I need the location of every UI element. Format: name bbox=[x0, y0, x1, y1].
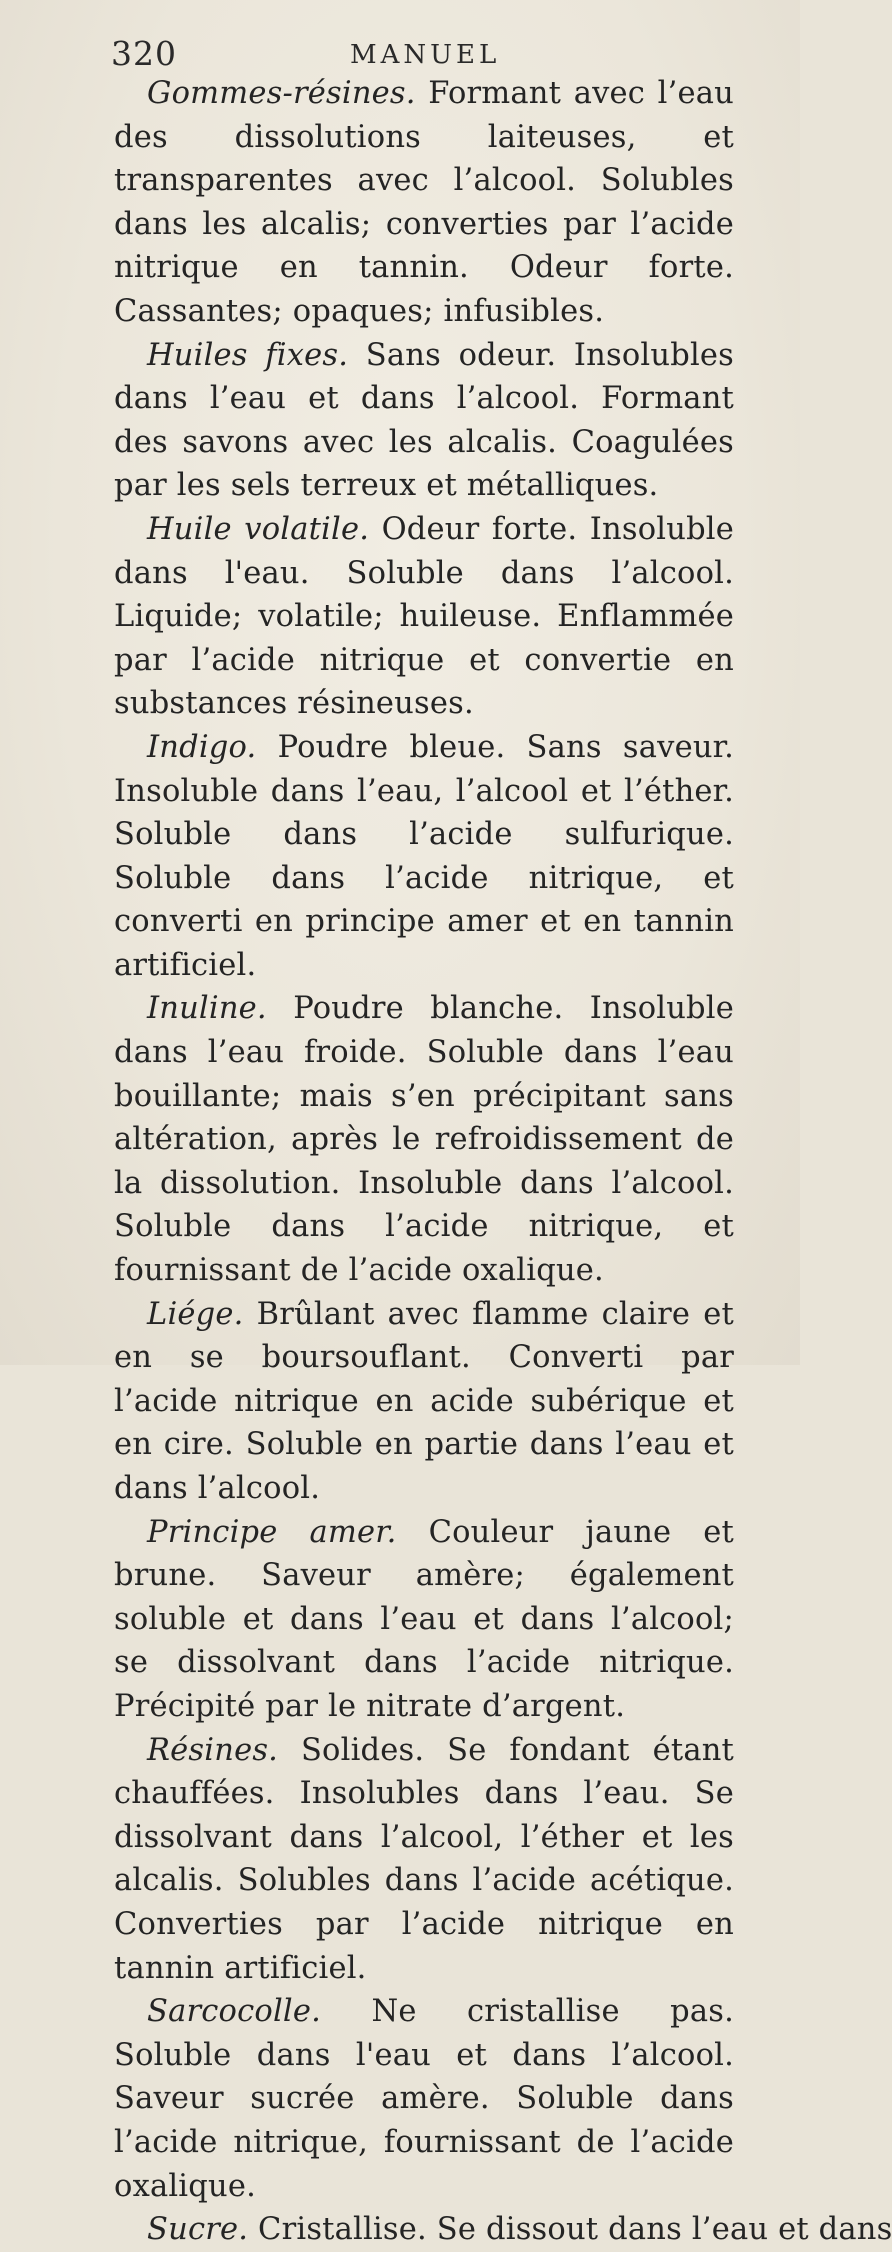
entry-term: Sucre. bbox=[147, 2212, 249, 2248]
entry-text: Ne cristallise pas. Soluble dans l'eau et dans l’alcool. Saveur sucrée amère. Soluble dans l’acide nitrique, fournissant de l’acide oxalique. bbox=[114, 1994, 734, 2204]
entry-text: Couleur jaune et brune. Saveur amère; également soluble et dans l’eau et dans l’alcool; se dissolvant dans l’acide nitrique. Précipité par le nitrate d’argent. bbox=[114, 1514, 734, 1724]
entry-text: Poudre blanche. Insoluble dans l’eau froide. Soluble dans l’eau bouillante; mais s’en précipitant sans altération, après le refroidissement de la dissolution. Insoluble dans l’alcool. Soluble dans l’acide nitrique, et fournissant de l’acide oxalique. bbox=[114, 991, 734, 1289]
entry-sucre bbox=[114, 2208, 892, 2252]
entry-term: Gommes-résines. bbox=[147, 76, 416, 111]
entry-liege bbox=[114, 1293, 734, 1511]
page-number: 320 bbox=[111, 34, 177, 73]
entry-text: Odeur forte. Insoluble dans l'eau. Soluble dans l’alcool. Liquide; volatile; huileuse. Enflammée par l’acide nitrique et convertie en substances résineuses. bbox=[114, 511, 734, 722]
page-header bbox=[0, 28, 800, 73]
entry-text: Cristallise. Se dissout dans l’eau et dans bbox=[248, 2212, 892, 2248]
entry-huiles-fixes bbox=[114, 334, 734, 508]
entry-term: Inuline. bbox=[147, 991, 267, 1027]
entry-term: Principe amer. bbox=[147, 1514, 397, 1550]
entry-term: Huiles fixes. bbox=[147, 337, 349, 373]
entry-gommes-resines bbox=[114, 72, 734, 334]
entry-indigo bbox=[114, 726, 734, 988]
entry-text: Poudre bleue. Sans saveur. Insoluble dans l’eau, l’alcool et l’éther. Soluble dans l’acide sulfurique. Soluble dans l’acide nitrique, et converti en principe amer et en tannin artificiel. bbox=[114, 729, 734, 983]
entry-huile-volatile bbox=[114, 508, 734, 726]
entry-resines bbox=[114, 1729, 734, 1991]
entry-text: Formant avec l’eau des dissolutions laiteuses, et transparentes avec l’alcool. Solubles dans les alcalis; converties par l’acide nitrique en tannin. Odeur forte. Cassantes; opaques; infusibles. bbox=[114, 76, 734, 329]
entry-principe-amer bbox=[114, 1511, 734, 1729]
entry-term: Résines. bbox=[147, 1732, 279, 1768]
entry-text: Sans odeur. Insolubles dans l’eau et dans l’alcool. Formant des savons avec les alcalis. Coagulées par les sels terreux et métalliques. bbox=[114, 337, 735, 504]
entry-text: Brûlant avec flamme claire et en se boursouflant. Converti par l’acide nitrique en acide subérique et en cire. Soluble en partie dans l’eau et dans l’alcool. bbox=[114, 1296, 734, 1506]
page-body bbox=[114, 72, 892, 2252]
entry-term: Huile volatile. bbox=[147, 511, 370, 547]
running-head: MANUEL bbox=[350, 40, 501, 70]
entry-term: Liége. bbox=[147, 1296, 244, 1332]
entry-sarcocolle bbox=[114, 1990, 734, 2208]
entry-text: Solides. Se fondant étant chauffées. Insolubles dans l’eau. Se dissolvant dans l’alcool, l’éther et les alcalis. Solubles dans l’acide acétique. Converties par l’acide nitrique en tannin artificiel. bbox=[114, 1732, 734, 1986]
entry-term: Indigo. bbox=[147, 729, 257, 765]
entry-term: Sarcocolle. bbox=[147, 1994, 322, 2030]
entry-inuline bbox=[114, 987, 734, 1292]
